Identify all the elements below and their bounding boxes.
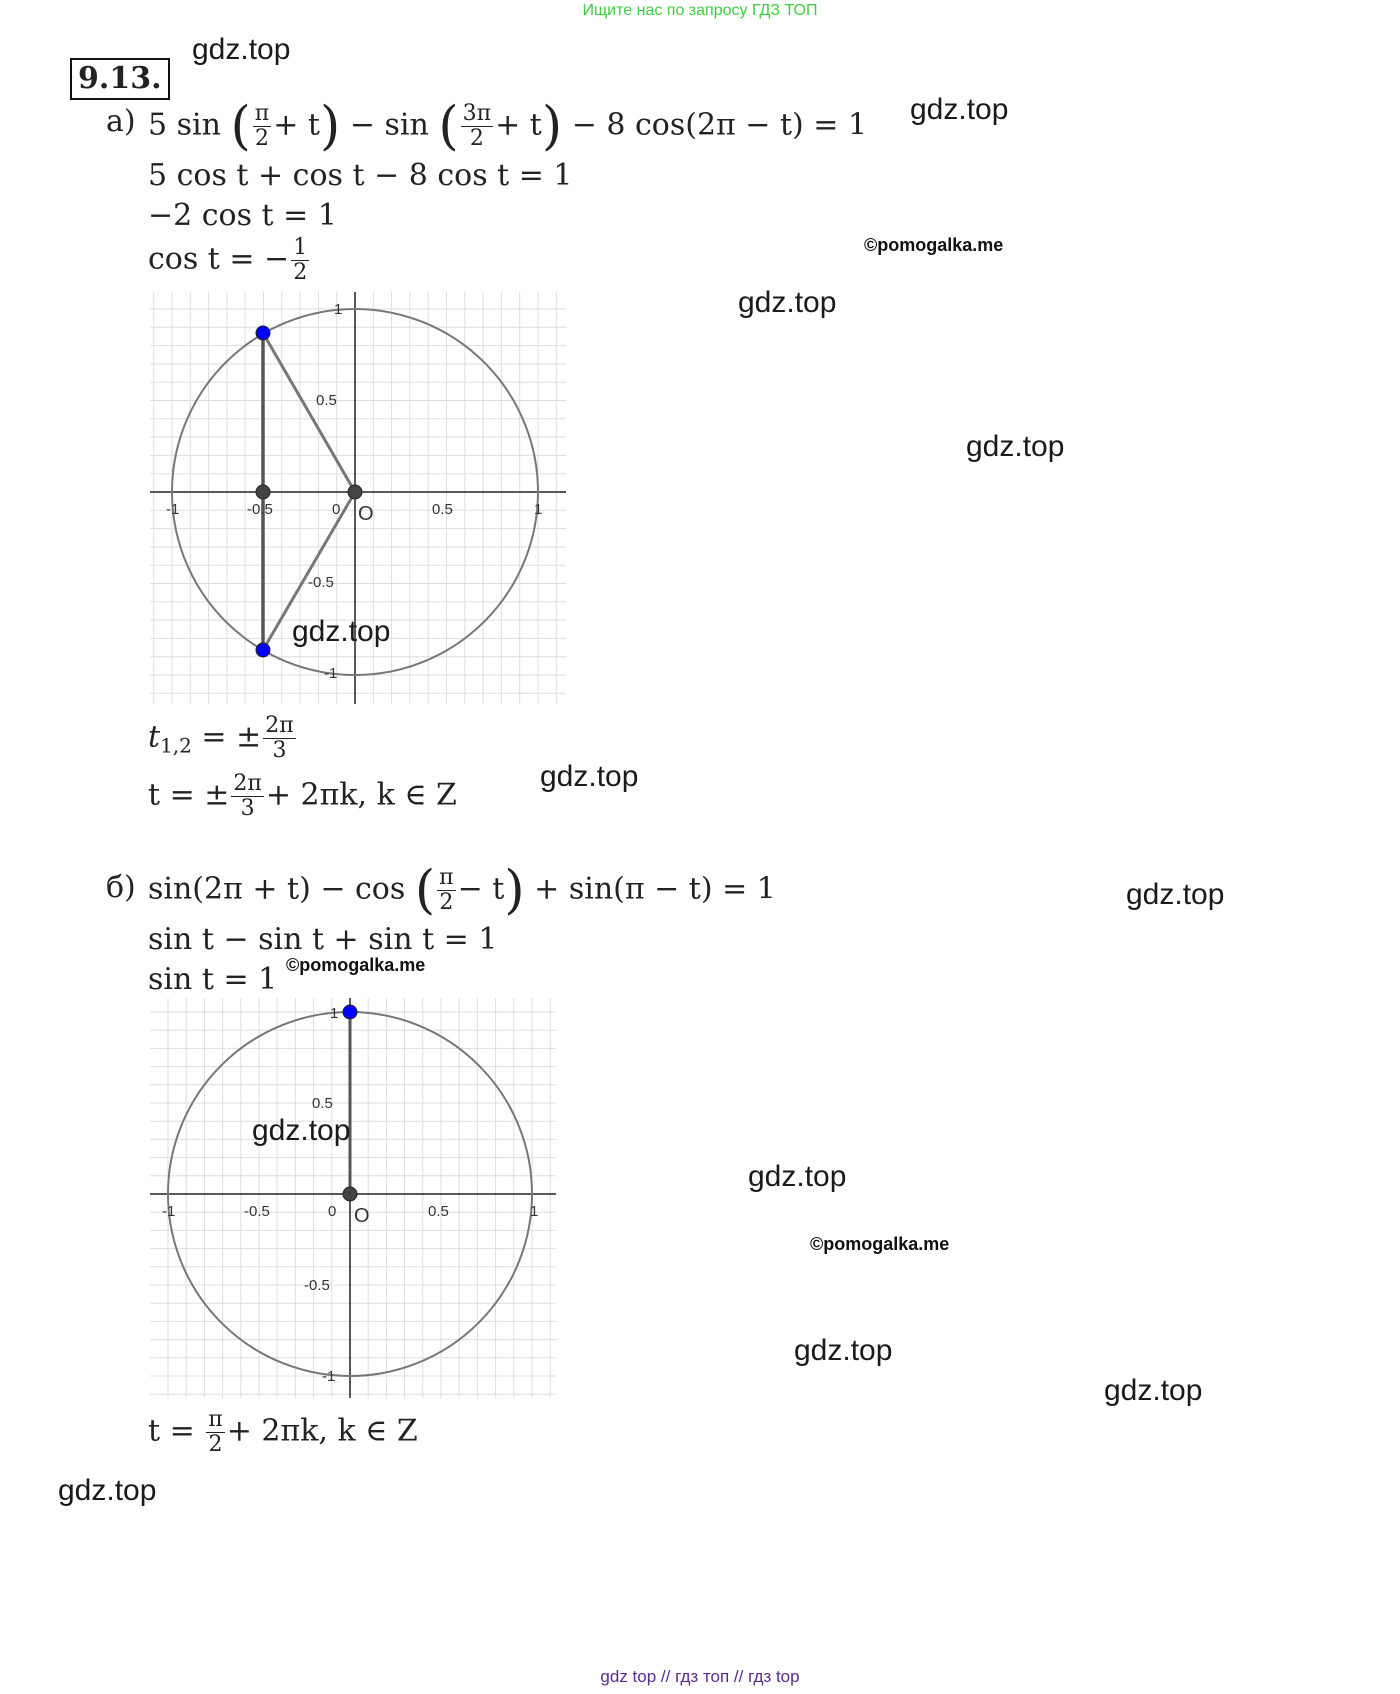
tick-label: 0.5 [316, 392, 337, 409]
tick-label: -1 [322, 1368, 336, 1385]
part-b-equation-2: sin t − sin t + sin t = 1 [148, 922, 498, 957]
tick-label: 1 [334, 301, 343, 318]
problem-number: 9.13. [70, 58, 170, 100]
part-b-label: б) [106, 870, 136, 905]
watermark: gdz.top [192, 33, 291, 66]
part-a-label: а) [106, 104, 136, 139]
origin-label: O [358, 503, 374, 525]
projection-point [256, 485, 270, 499]
tick-label: 0.5 [312, 1095, 333, 1112]
part-b-equation-3: sin t = 1 [148, 962, 278, 997]
copyright-mark: ©pomogalka.me [864, 235, 1004, 255]
part-a-solution-1: $t_{1,2}$ = ± $\frac{2\pi}{3}$ [148, 713, 294, 763]
tick-label: -0.5 [244, 1203, 270, 1220]
watermark: gdz.top [1126, 878, 1225, 911]
watermark: gdz.top [748, 1160, 847, 1193]
tick-label: 1 [330, 1005, 339, 1022]
copyright-mark: ©pomogalka.me [810, 1234, 950, 1254]
tick-label: 1 [534, 501, 543, 518]
footer-links[interactable]: gdz top // гдз топ // гдз top [600, 1667, 800, 1686]
origin-point [348, 485, 362, 499]
origin-label: O [354, 1205, 370, 1227]
tick-label: 0 [328, 1203, 337, 1220]
radius-line [263, 333, 355, 492]
tick-label: 0 [332, 501, 341, 518]
part-a-equation-2: 5 cos t + cos t − 8 cos t = 1 [148, 158, 573, 193]
tick-label: 0.5 [432, 501, 453, 518]
tick-label: -0.5 [247, 501, 273, 518]
watermark: gdz.top [540, 760, 639, 793]
watermark: gdz.top [58, 1474, 157, 1507]
solution-point [256, 643, 270, 657]
part-a-equation-1: 5 sin ( $\frac{\pi}{2}$ + t) − sin ( $\frac{3\pi}{2}$ + t) − 8 cos(2π − t) = 1 [148, 96, 868, 157]
tick-label: -0.5 [304, 1277, 330, 1294]
watermark: gdz.top [292, 615, 391, 648]
watermark: gdz.top [910, 93, 1009, 126]
solution-point [256, 326, 270, 340]
watermark: gdz.top [738, 286, 837, 319]
tick-label: -1 [166, 501, 180, 518]
part-b-equation-1: sin(2π + t) − cos ( $\frac{\pi}{2}$ − t) + sin(π − t) = 1 [148, 860, 776, 921]
watermark: gdz.top [794, 1334, 893, 1367]
part-a-equation-4: cos t = − $\frac{1}{2}$ [148, 235, 308, 285]
copyright-mark: ©pomogalka.me [286, 955, 426, 975]
part-a-equation-3: −2 cos t = 1 [148, 198, 337, 233]
tick-label: -1 [324, 665, 338, 682]
tick-label: -0.5 [308, 574, 334, 591]
unit-circle-graph-b [150, 998, 556, 1398]
tick-label: 1 [530, 1203, 539, 1220]
watermark: gdz.top [966, 430, 1065, 463]
part-a-solution-2: t = ± $\frac{2\pi}{3}$ + 2πk, k ∈ Z [148, 771, 457, 821]
part-b-solution: t = $\frac{\pi}{2}$ + 2πk, k ∈ Z [148, 1407, 418, 1457]
tick-label: -1 [162, 1203, 176, 1220]
origin-point [343, 1187, 357, 1201]
top-banner: Ищите нас по запросу ГДЗ ТОП [582, 2, 818, 19]
tick-label: 0.5 [428, 1203, 449, 1220]
solution-point [343, 1005, 357, 1019]
watermark: gdz.top [252, 1114, 351, 1147]
watermark: gdz.top [1104, 1374, 1203, 1407]
